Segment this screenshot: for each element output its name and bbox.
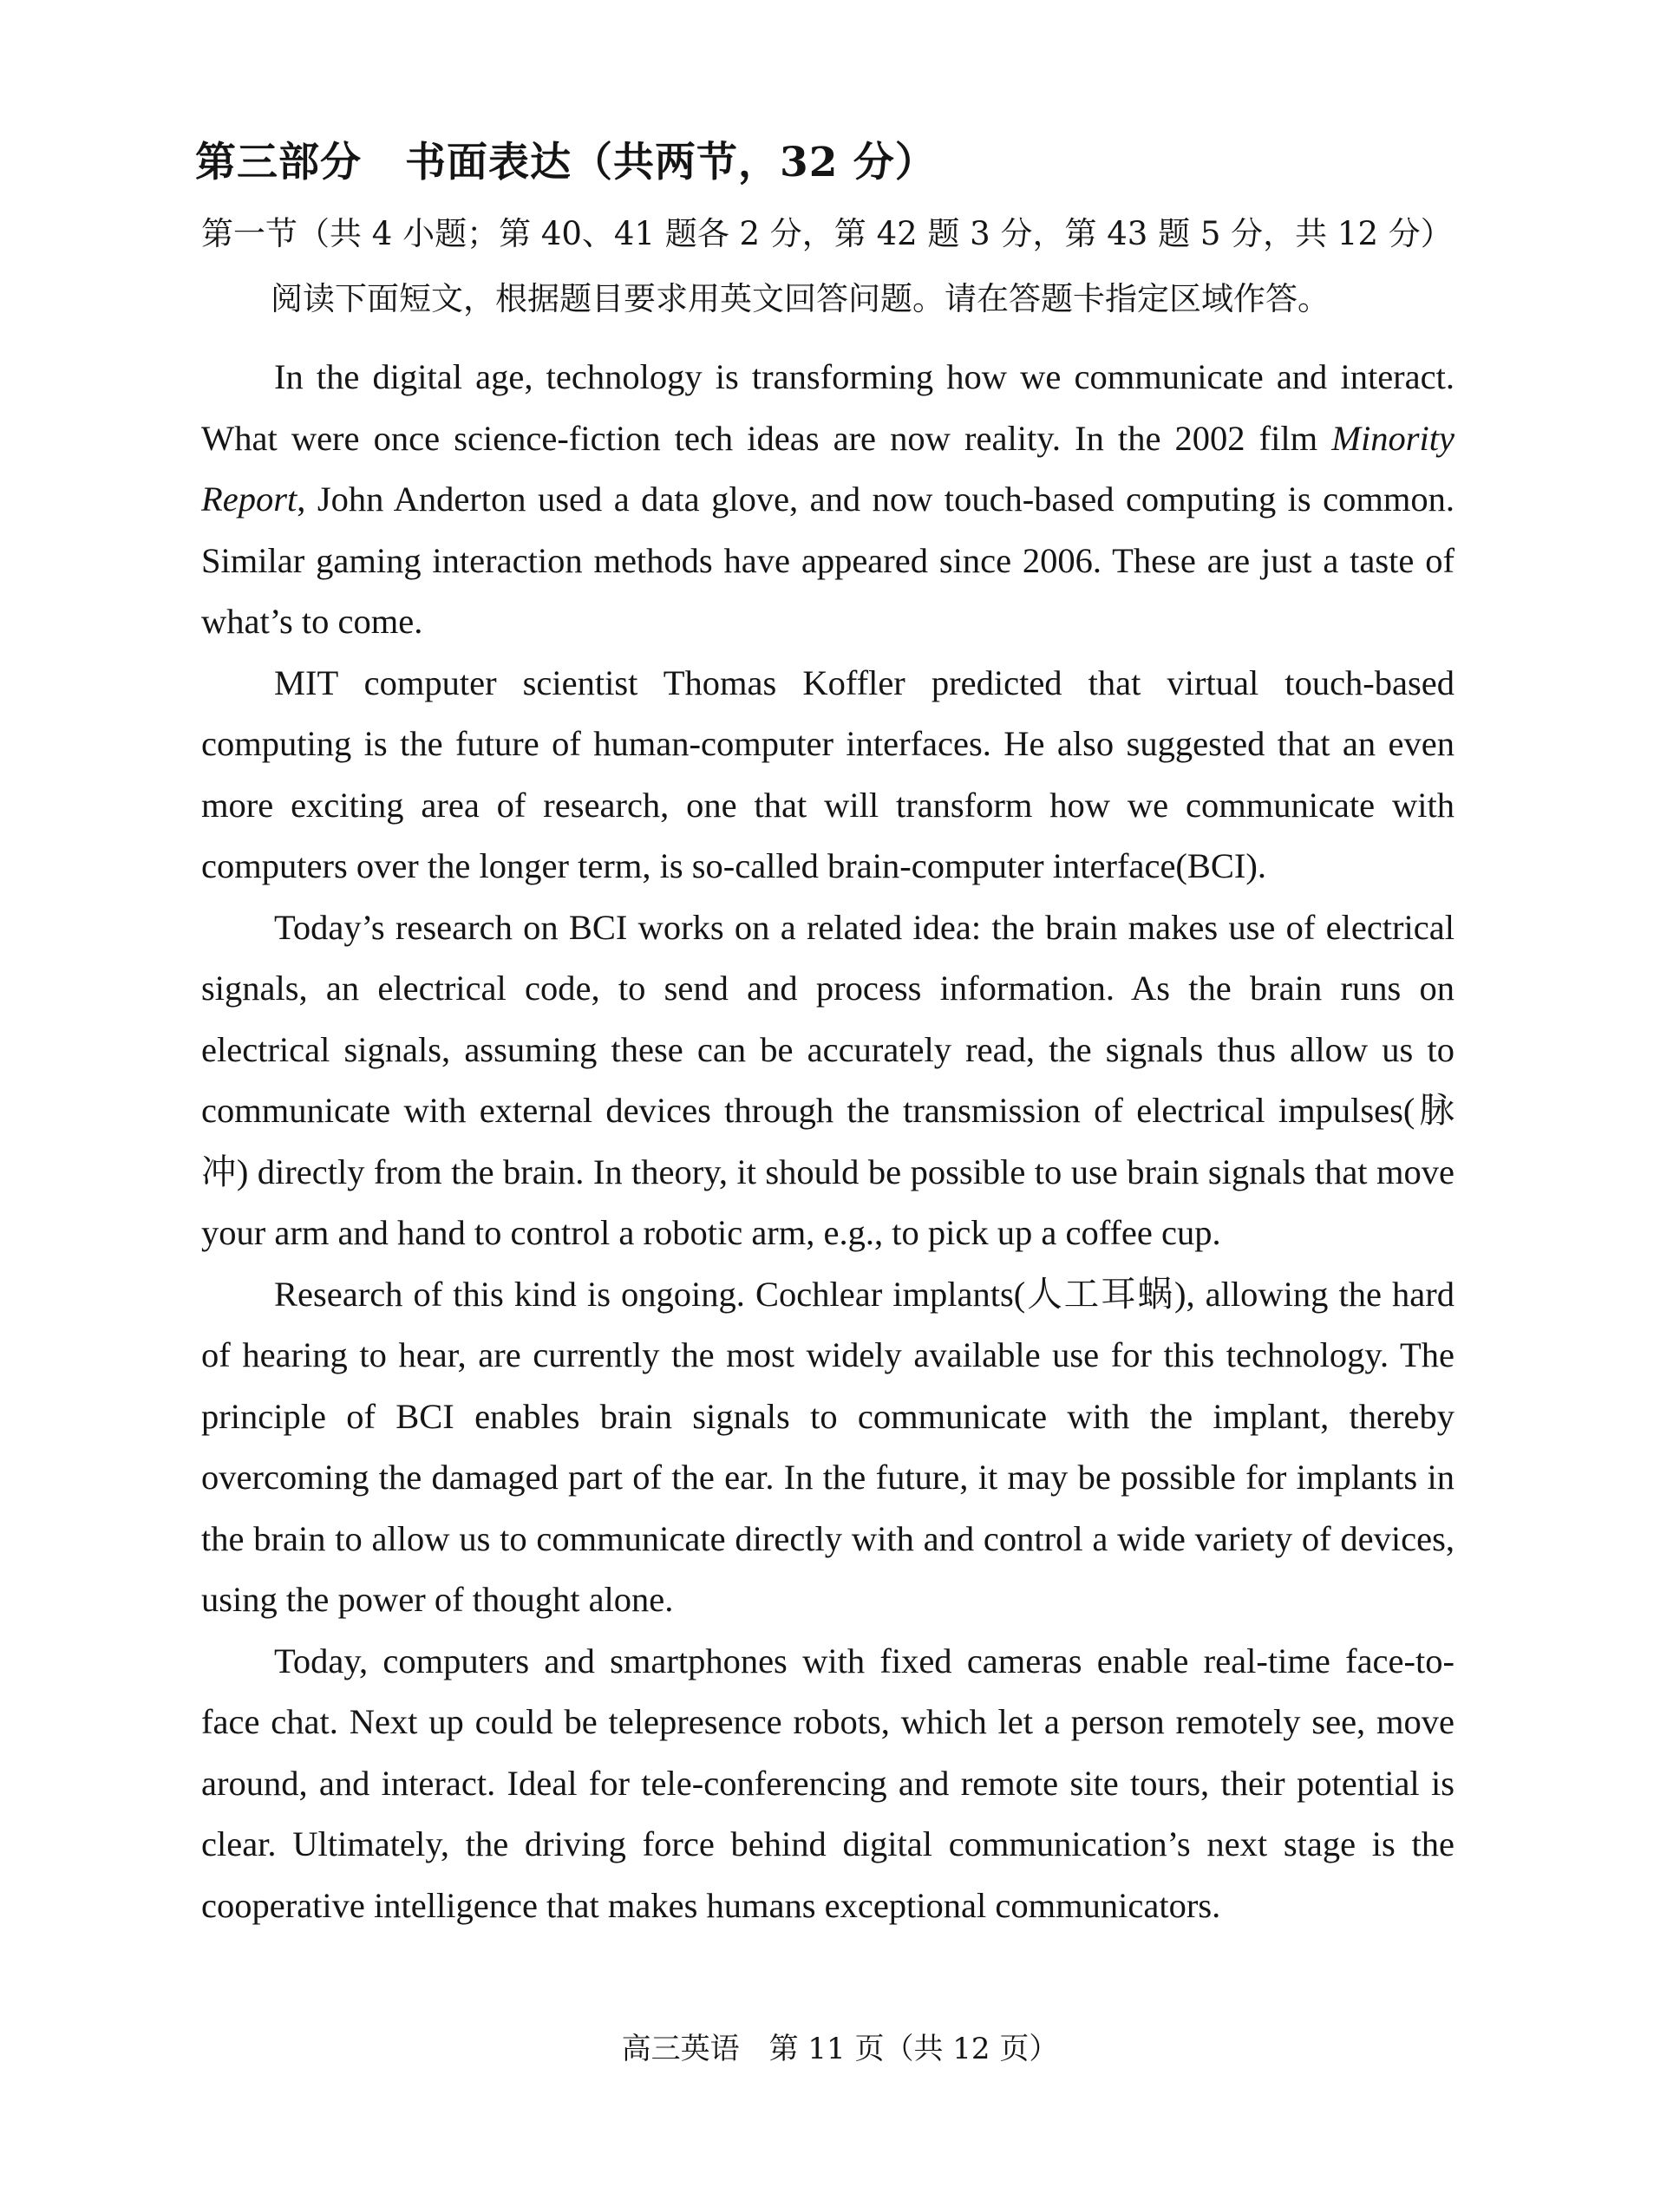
paragraph-2: MIT computer scientist Thomas Koffler predicted that virtual touch-based computing is the future of human-computer interfaces. He also suggested that an even more exciting area of research, one that will transform how we communicate with computers over the longer term, is so-called brain-computer interface(BCI). [201,662,1454,885]
reading-instruction: 阅读下面短文，根据题目要求用英文回答问题。请在答题卡指定区域作答。 [271,280,1330,317]
part-title: 书面表达（共两节，32 分） [405,139,937,186]
paragraph-1-text-b: , John Anderton used a data glove, and now touch-based computing is common. Similar gaming interaction methods have appeared since 2006. These are just a taste of what’s to come. [201,480,1454,641]
section-heading: 第一节（共 4 小题；第 40、41 题各 2 分，第 42 题 3 分，第 43 题 5 分，共 12 分） [201,215,1453,252]
paragraph-5: Today, computers and smartphones with fixed cameras enable real-time face-to-face chat. Next up could be telepresence robots, which let a person remotely see, move around, and interact. Ideal for tele-conferencing and remote site tours, their potential is clear. Ultimately, the driving force behind digital communication’s next stage is the cooperative intelligence that makes humans exceptional communicators. [201,1641,1454,1925]
page-footer: 高三英语 第 11 页（共 12 页） [621,2032,1059,2066]
paragraph-3: Today’s research on BCI works on a related idea: the brain makes use of electrical signals, an electrical code, to send and process information. As the brain runs on electrical signals, assuming these can be accurately read, the signals thus allow us to communicate with external devices through the transmission of electrical impulses(脉冲) directly from the brain. In theory, it should be possible to use brain signals that move your arm and hand to control a robotic arm, e.g., to pick up a coffee cup. [201,907,1454,1252]
reading-passage [201,347,1454,1936]
film-title: Minority Report [201,418,1454,519]
part-heading [195,139,937,187]
part-name: 第三部分 [195,139,362,186]
paragraph-1 [201,347,1454,653]
paragraph-1-text-a: In the digital age, technology is transforming how we communicate and interact. What were once science-fiction tech ideas are now reality. In the 2002 film [201,357,1454,458]
paragraph-4: Research of this kind is ongoing. Cochlear implants(人工耳蜗), allowing the hard of hearing to hear, are currently the most widely available use for this technology. The principle of BCI enables brain signals to communicate with the implant, thereby overcoming the damaged part of the ear. In the future, it may be possible for implants in the brain to allow us to communicate directly with and control a wide variety of devices, using the power of thought alone. [201,1274,1454,1619]
